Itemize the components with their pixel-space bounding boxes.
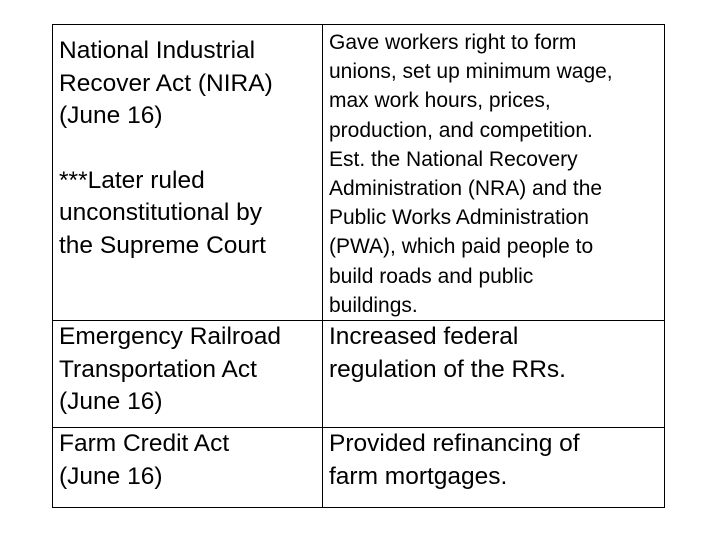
description-line: Public Works Administration: [329, 206, 589, 230]
description-line: farm mortgages.: [329, 462, 508, 490]
act-name-line: National Industrial: [59, 37, 256, 64]
description-line: Increased federal: [329, 323, 519, 351]
description-line: Administration (NRA) and the: [329, 177, 603, 201]
description-line: Provided refinancing of: [329, 430, 580, 458]
act-date: (June 16): [59, 462, 163, 490]
description-line: Est. the National Recovery: [329, 147, 578, 171]
table-row: [53, 321, 665, 428]
act-name-cell: [53, 25, 323, 321]
description-line: build roads and public: [329, 264, 534, 288]
act-description-cell: [323, 25, 665, 321]
new-deal-acts-table: [52, 24, 665, 508]
table-row: [53, 428, 665, 508]
act-date: (June 16): [59, 388, 163, 416]
table-row: [53, 25, 665, 321]
act-note-line: ***Later ruled: [59, 166, 205, 194]
act-name-line: Recover Act (NIRA): [59, 69, 273, 97]
description-line: regulation of the RRs.: [329, 355, 566, 383]
act-name-line: Farm Credit Act: [59, 430, 230, 458]
act-name-line: Emergency Railroad: [59, 323, 281, 351]
act-name-cell: [53, 321, 323, 428]
act-note-line: unconstitutional by: [59, 199, 262, 226]
act-name-cell: [53, 428, 323, 508]
description-line: (PWA), which paid people to: [329, 235, 594, 259]
act-date: (June 16): [59, 102, 163, 129]
description-line: buildings.: [329, 293, 418, 317]
description-line: production, and competition.: [329, 118, 593, 142]
act-name-line: Transportation Act: [59, 355, 257, 383]
act-description-cell: [323, 428, 665, 508]
description-line: unions, set up minimum wage,: [329, 60, 613, 84]
description-line: Gave workers right to form: [329, 31, 577, 54]
act-note-line: the Supreme Court: [59, 231, 266, 259]
act-description-cell: [323, 321, 665, 428]
description-line: max work hours, prices,: [329, 89, 551, 113]
